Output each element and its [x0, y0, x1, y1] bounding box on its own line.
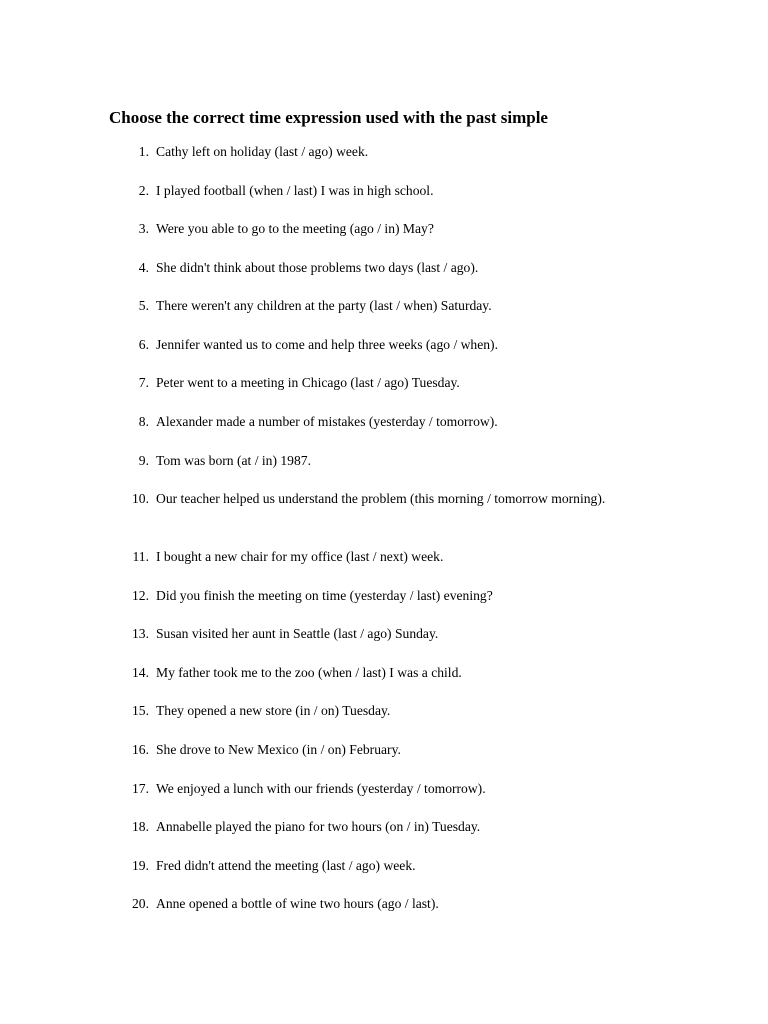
item-number: 1.	[138, 144, 149, 159]
exercise-item-4	[127, 258, 607, 277]
item-sentence: Jennifer wanted us to come and help three weeks (ago / when).	[156, 337, 498, 352]
exercise-item-11	[127, 547, 607, 566]
item-sentence: We enjoyed a lunch with our friends (yesterday / tomorrow).	[156, 781, 486, 796]
exercise-item-3	[127, 219, 607, 238]
item-sentence: My father took me to the zoo (when / last) I was a child.	[156, 665, 462, 680]
item-number: 6.	[138, 337, 149, 352]
item-number: 12.	[132, 588, 149, 603]
item-number: 8.	[138, 414, 149, 429]
exercise-item-14	[127, 663, 607, 682]
item-sentence: Our teacher helped us understand the problem (this morning / tomorrow morning).	[156, 491, 606, 506]
exercise-item-16	[127, 740, 607, 759]
item-sentence: She drove to New Mexico (in / on) February.	[156, 742, 401, 757]
item-number: 7.	[138, 375, 149, 390]
item-number: 19.	[132, 858, 149, 873]
item-number: 20.	[132, 896, 149, 911]
item-sentence: Alexander made a number of mistakes (yesterday / tomorrow).	[156, 414, 498, 429]
item-sentence: Cathy left on holiday (last / ago) week.	[156, 144, 369, 159]
item-sentence: Peter went to a meeting in Chicago (last / ago) Tuesday.	[156, 375, 460, 390]
item-sentence: I played football (when / last) I was in high school.	[156, 183, 434, 198]
exercise-item-20	[127, 894, 607, 913]
item-sentence: Fred didn't attend the meeting (last / ago) week.	[156, 858, 416, 873]
item-number: 10.	[132, 491, 149, 506]
item-sentence: Did you finish the meeting on time (yesterday / last) evening?	[156, 588, 493, 603]
item-number: 4.	[138, 260, 149, 275]
item-number: 3.	[138, 221, 149, 236]
exercise-item-8	[127, 412, 607, 431]
exercise-item-10	[127, 489, 607, 508]
item-number: 11.	[132, 549, 149, 564]
exercise-item-7	[127, 373, 607, 392]
item-number: 14.	[132, 665, 149, 680]
item-sentence: She didn't think about those problems two days (last / ago).	[156, 260, 479, 275]
exercise-item-9	[127, 451, 607, 470]
item-sentence: Tom was born (at / in) 1987.	[156, 453, 311, 468]
item-number: 9.	[138, 453, 149, 468]
item-number: 16.	[132, 742, 149, 757]
exercise-item-18	[127, 817, 607, 836]
item-sentence: Susan visited her aunt in Seattle (last / ago) Sunday.	[156, 626, 439, 641]
item-sentence: There weren't any children at the party (last / when) Saturday.	[156, 298, 492, 313]
item-number: 2.	[138, 183, 149, 198]
item-sentence: They opened a new store (in / on) Tuesday.	[156, 703, 391, 718]
exercise-item-12	[127, 586, 607, 605]
item-sentence: Were you able to go to the meeting (ago / in) May?	[156, 221, 434, 236]
exercise-item-17	[127, 779, 607, 798]
item-number: 15.	[132, 703, 149, 718]
worksheet-title: Choose the correct time expression used with the past simple	[109, 108, 548, 127]
exercise-item-13	[127, 624, 607, 643]
exercise-item-1	[127, 142, 607, 161]
item-number: 5.	[138, 298, 149, 313]
item-number: 18.	[132, 819, 149, 834]
exercise-item-2	[127, 181, 607, 200]
item-number: 17.	[132, 781, 149, 796]
item-sentence: Anne opened a bottle of wine two hours (ago / last).	[156, 896, 439, 911]
exercise-item-15	[127, 701, 607, 720]
exercise-item-6	[127, 335, 607, 354]
item-sentence: I bought a new chair for my office (last / next) week.	[156, 549, 444, 564]
item-number: 13.	[132, 626, 149, 641]
exercise-item-5	[127, 296, 607, 315]
exercise-item-19	[127, 856, 607, 875]
item-sentence: Annabelle played the piano for two hours (on / in) Tuesday.	[156, 819, 481, 834]
